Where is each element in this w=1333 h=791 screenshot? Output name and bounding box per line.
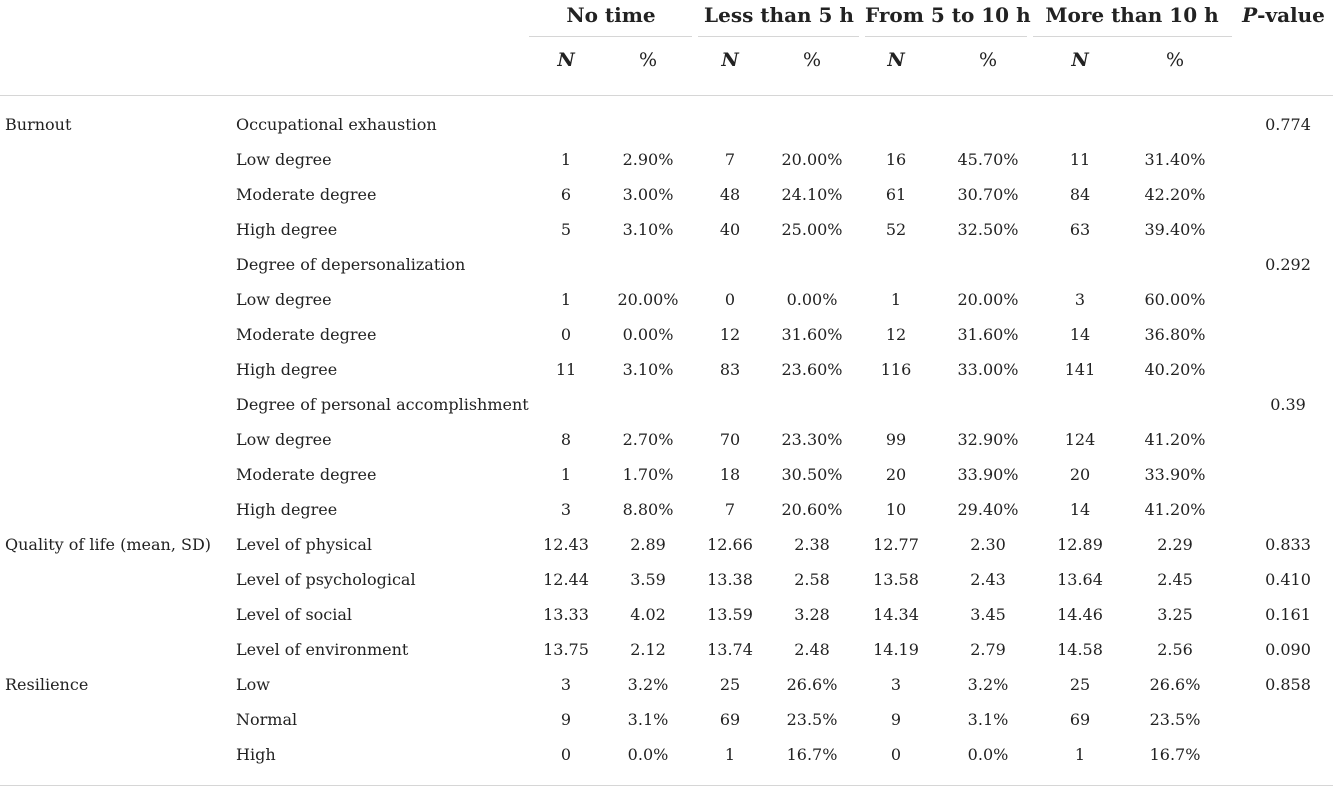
cell-n: 14 [1069, 500, 1091, 519]
cell-pct: 2.48 [794, 640, 830, 659]
row-label: Degree of personal accomplishment [236, 395, 529, 414]
cell-pct: 0.00% [622, 325, 674, 344]
cell-n: 14.46 [1057, 605, 1103, 624]
cell-pct: 26.6% [1149, 675, 1201, 694]
cell-n: 3 [890, 675, 902, 694]
cell-n: 13.74 [707, 640, 753, 659]
cell-n: 14.19 [873, 640, 919, 659]
cell-n: 124 [1064, 430, 1096, 449]
cell-pct: 8.80% [622, 500, 674, 519]
cell-n: 141 [1064, 360, 1096, 379]
cell-n: 70 [719, 430, 741, 449]
row-label: Level of physical [236, 535, 372, 554]
cell-pct: 41.20% [1144, 430, 1206, 449]
cell-n: 12 [885, 325, 907, 344]
subheader-pct: % [802, 49, 822, 71]
cell-pct: 23.30% [781, 430, 843, 449]
cell-n: 10 [885, 500, 907, 519]
cell-n: 12.44 [543, 570, 589, 589]
cell-pct: 24.10% [781, 185, 843, 204]
cell-pvalue: 0.833 [1265, 535, 1311, 554]
cell-pct: 33.00% [957, 360, 1019, 379]
cell-pct: 2.89 [630, 535, 666, 554]
cell-n: 69 [1069, 710, 1091, 729]
row-label: Low degree [236, 430, 332, 449]
cell-pct: 3.28 [794, 605, 830, 624]
cell-pct: 2.79 [970, 640, 1006, 659]
cell-n: 13.58 [873, 570, 919, 589]
cell-n: 9 [560, 710, 572, 729]
cell-pct: 2.90% [622, 150, 674, 169]
row-label: Low degree [236, 150, 332, 169]
cell-pct: 60.00% [1144, 290, 1206, 309]
subheader-n: N [887, 49, 905, 71]
cell-n: 1 [1074, 745, 1086, 764]
cell-pct: 33.90% [957, 465, 1019, 484]
header-bottom-rule [0, 95, 1333, 96]
cell-pct: 25.00% [781, 220, 843, 239]
cell-n: 13.33 [543, 605, 589, 624]
group-rule-gap [692, 36, 698, 37]
row-label: Normal [236, 710, 298, 729]
subheader-n: N [557, 49, 575, 71]
cell-n: 8 [560, 430, 572, 449]
cell-n: 13.64 [1057, 570, 1103, 589]
cell-pct: 2.38 [794, 535, 830, 554]
cell-n: 12.66 [707, 535, 753, 554]
cell-pct: 36.80% [1144, 325, 1206, 344]
cell-pct: 45.70% [957, 150, 1019, 169]
pvalue-header [1234, 3, 1333, 27]
row-label: Low degree [236, 290, 332, 309]
cell-pct: 20.00% [617, 290, 679, 309]
cell-pct: 3.1% [967, 710, 1009, 729]
cell-pct: 3.59 [630, 570, 666, 589]
cell-n: 20 [885, 465, 907, 484]
cell-pct: 33.90% [1144, 465, 1206, 484]
cell-n: 0 [560, 325, 572, 344]
cell-pct: 2.30 [970, 535, 1006, 554]
cell-pct: 31.60% [957, 325, 1019, 344]
pvalue-header-rest: -value [1257, 3, 1325, 27]
cell-n: 20 [1069, 465, 1091, 484]
cell-n: 63 [1069, 220, 1091, 239]
subheader-pct: % [1165, 49, 1185, 71]
cell-pct: 20.60% [781, 500, 843, 519]
cell-pct: 31.40% [1144, 150, 1206, 169]
cell-pct: 32.90% [957, 430, 1019, 449]
cell-n: 1 [560, 465, 572, 484]
cell-n: 83 [719, 360, 741, 379]
cell-pct: 2.29 [1157, 535, 1193, 554]
cell-n: 84 [1069, 185, 1091, 204]
cell-pct: 3.2% [967, 675, 1009, 694]
pvalue-header-italic: P [1242, 3, 1258, 27]
cell-pct: 30.50% [781, 465, 843, 484]
cell-pct: 3.10% [622, 360, 674, 379]
cell-pct: 2.56 [1157, 640, 1193, 659]
cell-n: 1 [560, 290, 572, 309]
cell-n: 16 [885, 150, 907, 169]
cell-n: 1 [890, 290, 902, 309]
cell-n: 3 [560, 500, 572, 519]
cell-pct: 4.02 [630, 605, 666, 624]
row-label: Moderate degree [236, 185, 377, 204]
cell-n: 6 [560, 185, 572, 204]
cell-pct: 0.0% [967, 745, 1009, 764]
cell-pct: 20.00% [957, 290, 1019, 309]
cell-pct: 16.7% [1149, 745, 1201, 764]
row-label: Degree of depersonalization [236, 255, 466, 274]
cell-n: 5 [560, 220, 572, 239]
cell-n: 25 [1069, 675, 1091, 694]
cell-n: 13.59 [707, 605, 753, 624]
subheader-n: N [1071, 49, 1089, 71]
cell-pct: 42.20% [1144, 185, 1206, 204]
cell-n: 69 [719, 710, 741, 729]
cell-pct: 26.6% [786, 675, 838, 694]
cell-n: 3 [1074, 290, 1086, 309]
cell-n: 14 [1069, 325, 1091, 344]
group-header-5-to-10h: From 5 to 10 h [865, 3, 1031, 27]
cell-pct: 0.00% [786, 290, 838, 309]
cell-n: 40 [719, 220, 741, 239]
row-label: High degree [236, 360, 338, 379]
group-header-more-than-10h: More than 10 h [1045, 3, 1219, 27]
cell-pvalue: 0.410 [1265, 570, 1311, 589]
cell-n: 116 [880, 360, 912, 379]
cell-pct: 2.45 [1157, 570, 1193, 589]
cell-pct: 16.7% [786, 745, 838, 764]
cell-pvalue: 0.161 [1265, 605, 1311, 624]
cell-pct: 2.58 [794, 570, 830, 589]
row-label: Level of psychological [236, 570, 416, 589]
cell-pct: 2.70% [622, 430, 674, 449]
cell-n: 0 [560, 745, 572, 764]
cell-n: 12.43 [543, 535, 589, 554]
subheader-pct: % [638, 49, 658, 71]
cell-n: 9 [890, 710, 902, 729]
row-label: Low [236, 675, 270, 694]
cell-pct: 23.60% [781, 360, 843, 379]
cell-pct: 3.1% [627, 710, 669, 729]
cell-pct: 40.20% [1144, 360, 1206, 379]
cell-n: 11 [1069, 150, 1091, 169]
cell-n: 13.75 [543, 640, 589, 659]
cell-pct: 1.70% [622, 465, 674, 484]
row-category: Quality of life (mean, SD) [5, 535, 212, 554]
row-category: Resilience [5, 675, 89, 694]
cell-pct: 41.20% [1144, 500, 1206, 519]
cell-n: 7 [724, 500, 736, 519]
group-rule [529, 36, 1232, 37]
row-label: Moderate degree [236, 465, 377, 484]
cell-pvalue: 0.090 [1265, 640, 1311, 659]
cell-pct: 0.0% [627, 745, 669, 764]
cell-pvalue: 0.292 [1265, 255, 1311, 274]
cell-n: 18 [719, 465, 741, 484]
cell-n: 99 [885, 430, 907, 449]
cell-pvalue: 0.858 [1265, 675, 1311, 694]
cell-n: 14.34 [873, 605, 919, 624]
cell-pct: 2.12 [630, 640, 666, 659]
cell-n: 25 [719, 675, 741, 694]
cell-pct: 3.25 [1157, 605, 1193, 624]
row-category: Burnout [5, 115, 72, 134]
cell-n: 0 [890, 745, 902, 764]
cell-pct: 23.5% [786, 710, 838, 729]
row-label: Occupational exhaustion [236, 115, 437, 134]
group-header-no-time: No time [566, 3, 656, 27]
row-label: Level of social [236, 605, 353, 624]
cell-n: 12.89 [1057, 535, 1103, 554]
cell-pct: 3.45 [970, 605, 1006, 624]
cell-pct: 29.40% [957, 500, 1019, 519]
cell-pct: 3.00% [622, 185, 674, 204]
cell-n: 12.77 [873, 535, 919, 554]
cell-n: 52 [885, 220, 907, 239]
cell-pct: 30.70% [957, 185, 1019, 204]
cell-n: 12 [719, 325, 741, 344]
cell-n: 1 [560, 150, 572, 169]
cell-pct: 31.60% [781, 325, 843, 344]
row-label: High degree [236, 220, 338, 239]
cell-pct: 2.43 [970, 570, 1006, 589]
cell-pvalue: 0.39 [1270, 395, 1306, 414]
row-label: Moderate degree [236, 325, 377, 344]
row-label: High [236, 745, 276, 764]
subheader-n: N [721, 49, 739, 71]
group-rule-gap [1027, 36, 1033, 37]
row-label: Level of environment [236, 640, 409, 659]
group-rule-gap [859, 36, 865, 37]
cell-pct: 3.10% [622, 220, 674, 239]
cell-n: 48 [719, 185, 741, 204]
cell-n: 13.38 [707, 570, 753, 589]
cell-pct: 3.2% [627, 675, 669, 694]
subheader-pct: % [978, 49, 998, 71]
cell-n: 61 [885, 185, 907, 204]
cell-n: 14.58 [1057, 640, 1103, 659]
row-label: High degree [236, 500, 338, 519]
cell-pct: 32.50% [957, 220, 1019, 239]
cell-n: 11 [555, 360, 577, 379]
cell-pct: 20.00% [781, 150, 843, 169]
cell-pvalue: 0.774 [1265, 115, 1311, 134]
cell-pct: 39.40% [1144, 220, 1206, 239]
cell-n: 3 [560, 675, 572, 694]
cell-n: 7 [724, 150, 736, 169]
table-bottom-rule [0, 785, 1333, 786]
group-header-less-than-5h: Less than 5 h [704, 3, 854, 27]
cell-n: 1 [724, 745, 736, 764]
cell-pct: 23.5% [1149, 710, 1201, 729]
cell-n: 0 [724, 290, 736, 309]
